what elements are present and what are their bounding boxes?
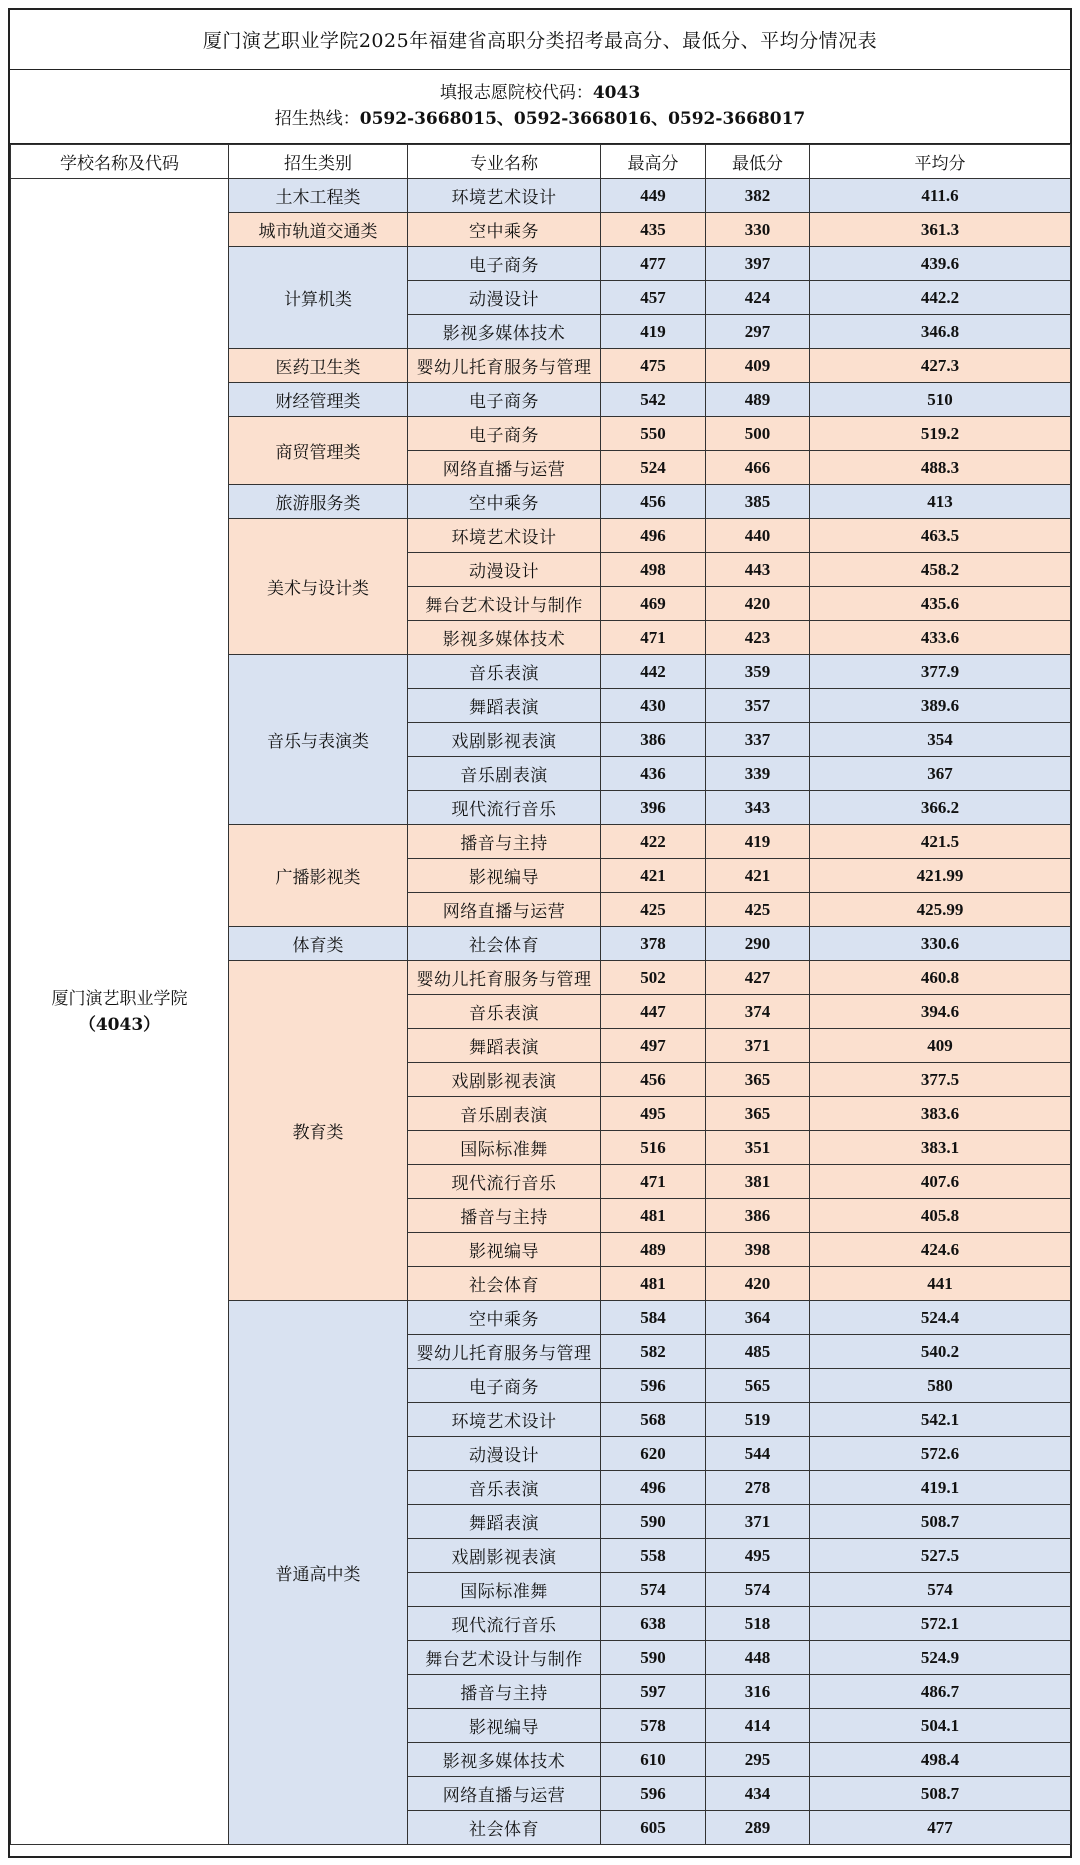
hotline-line xyxy=(275,106,806,132)
max-score-cell: 396 xyxy=(601,791,706,825)
avg-score-cell: 330.6 xyxy=(810,927,1071,961)
min-score-cell: 330 xyxy=(706,213,810,247)
major-cell: 影视编导 xyxy=(408,1233,601,1267)
avg-score-cell: 504.1 xyxy=(810,1709,1071,1743)
avg-score-cell: 366.2 xyxy=(810,791,1071,825)
avg-score-cell: 421.99 xyxy=(810,859,1071,893)
min-score-cell: 278 xyxy=(706,1471,810,1505)
min-score-cell: 398 xyxy=(706,1233,810,1267)
major-cell: 环境艺术设计 xyxy=(408,179,601,213)
category-cell: 广播影视类 xyxy=(229,825,408,927)
major-cell: 电子商务 xyxy=(408,247,601,281)
avg-score-cell: 527.5 xyxy=(810,1539,1071,1573)
max-score-cell: 386 xyxy=(601,723,706,757)
max-score-cell: 481 xyxy=(601,1199,706,1233)
min-score-cell: 423 xyxy=(706,621,810,655)
min-score-cell: 425 xyxy=(706,893,810,927)
max-score-cell: 442 xyxy=(601,655,706,689)
avg-score-cell: 377.5 xyxy=(810,1063,1071,1097)
header-category: 招生类别 xyxy=(229,145,408,179)
major-cell: 音乐剧表演 xyxy=(408,757,601,791)
max-score-cell: 597 xyxy=(601,1675,706,1709)
avg-score-cell: 524.4 xyxy=(810,1301,1071,1335)
header-max: 最高分 xyxy=(601,145,706,179)
major-cell: 播音与主持 xyxy=(408,825,601,859)
major-cell: 现代流行音乐 xyxy=(408,791,601,825)
max-score-cell: 620 xyxy=(601,1437,706,1471)
major-cell: 舞蹈表演 xyxy=(408,689,601,723)
header-major: 专业名称 xyxy=(408,145,601,179)
info-box xyxy=(10,69,1070,145)
avg-score-cell: 463.5 xyxy=(810,519,1071,553)
avg-score-cell: 510 xyxy=(810,383,1071,417)
avg-score-cell: 409 xyxy=(810,1029,1071,1063)
major-cell: 空中乘务 xyxy=(408,213,601,247)
major-cell: 婴幼儿托育服务与管理 xyxy=(408,1335,601,1369)
min-score-cell: 365 xyxy=(706,1097,810,1131)
max-score-cell: 496 xyxy=(601,1471,706,1505)
min-score-cell: 371 xyxy=(706,1029,810,1063)
major-cell: 播音与主持 xyxy=(408,1199,601,1233)
avg-score-cell: 486.7 xyxy=(810,1675,1071,1709)
min-score-cell: 427 xyxy=(706,961,810,995)
category-cell: 财经管理类 xyxy=(229,383,408,417)
avg-score-cell: 413 xyxy=(810,485,1071,519)
min-score-cell: 434 xyxy=(706,1777,810,1811)
max-score-cell: 574 xyxy=(601,1573,706,1607)
major-cell: 舞台艺术设计与制作 xyxy=(408,587,601,621)
avg-score-cell: 361.3 xyxy=(810,213,1071,247)
avg-score-cell: 421.5 xyxy=(810,825,1071,859)
school-code: （4043） xyxy=(78,1014,161,1035)
major-cell: 播音与主持 xyxy=(408,1675,601,1709)
max-score-cell: 582 xyxy=(601,1335,706,1369)
major-cell: 戏剧影视表演 xyxy=(408,1539,601,1573)
max-score-cell: 471 xyxy=(601,621,706,655)
min-score-cell: 419 xyxy=(706,825,810,859)
avg-score-cell: 572.6 xyxy=(810,1437,1071,1471)
min-score-cell: 351 xyxy=(706,1131,810,1165)
avg-score-cell: 441 xyxy=(810,1267,1071,1301)
avg-score-cell: 394.6 xyxy=(810,995,1071,1029)
max-score-cell: 497 xyxy=(601,1029,706,1063)
min-score-cell: 397 xyxy=(706,247,810,281)
max-score-cell: 516 xyxy=(601,1131,706,1165)
major-cell: 空中乘务 xyxy=(408,1301,601,1335)
major-cell: 网络直播与运营 xyxy=(408,1777,601,1811)
category-cell: 医药卫生类 xyxy=(229,349,408,383)
min-score-cell: 485 xyxy=(706,1335,810,1369)
major-cell: 环境艺术设计 xyxy=(408,519,601,553)
major-cell: 空中乘务 xyxy=(408,485,601,519)
avg-score-cell: 435.6 xyxy=(810,587,1071,621)
max-score-cell: 590 xyxy=(601,1505,706,1539)
min-score-cell: 440 xyxy=(706,519,810,553)
min-score-cell: 289 xyxy=(706,1811,810,1845)
min-score-cell: 316 xyxy=(706,1675,810,1709)
category-cell: 美术与设计类 xyxy=(229,519,408,655)
major-cell: 影视多媒体技术 xyxy=(408,621,601,655)
category-cell: 土木工程类 xyxy=(229,179,408,213)
category-cell: 教育类 xyxy=(229,961,408,1301)
min-score-cell: 489 xyxy=(706,383,810,417)
avg-score-cell: 433.6 xyxy=(810,621,1071,655)
major-cell: 舞台艺术设计与制作 xyxy=(408,1641,601,1675)
min-score-cell: 339 xyxy=(706,757,810,791)
max-score-cell: 447 xyxy=(601,995,706,1029)
min-score-cell: 337 xyxy=(706,723,810,757)
category-cell: 商贸管理类 xyxy=(229,417,408,485)
avg-score-cell: 346.8 xyxy=(810,315,1071,349)
min-score-cell: 466 xyxy=(706,451,810,485)
major-cell: 电子商务 xyxy=(408,383,601,417)
major-cell: 社会体育 xyxy=(408,1267,601,1301)
max-score-cell: 475 xyxy=(601,349,706,383)
avg-score-cell: 508.7 xyxy=(810,1505,1071,1539)
max-score-cell: 425 xyxy=(601,893,706,927)
min-score-cell: 421 xyxy=(706,859,810,893)
avg-score-cell: 407.6 xyxy=(810,1165,1071,1199)
min-score-cell: 574 xyxy=(706,1573,810,1607)
avg-score-cell: 498.4 xyxy=(810,1743,1071,1777)
school-code-line xyxy=(440,80,640,106)
major-cell: 戏剧影视表演 xyxy=(408,1063,601,1097)
max-score-cell: 378 xyxy=(601,927,706,961)
max-score-cell: 471 xyxy=(601,1165,706,1199)
min-score-cell: 297 xyxy=(706,315,810,349)
min-score-cell: 359 xyxy=(706,655,810,689)
max-score-cell: 481 xyxy=(601,1267,706,1301)
min-score-cell: 544 xyxy=(706,1437,810,1471)
max-score-cell: 524 xyxy=(601,451,706,485)
school-name: 厦门演艺职业学院 xyxy=(51,988,188,1009)
min-score-cell: 495 xyxy=(706,1539,810,1573)
avg-score-cell: 367 xyxy=(810,757,1071,791)
max-score-cell: 435 xyxy=(601,213,706,247)
major-cell: 音乐表演 xyxy=(408,655,601,689)
min-score-cell: 365 xyxy=(706,1063,810,1097)
major-cell: 舞蹈表演 xyxy=(408,1029,601,1063)
min-score-cell: 414 xyxy=(706,1709,810,1743)
min-score-cell: 519 xyxy=(706,1403,810,1437)
avg-score-cell: 477 xyxy=(810,1811,1071,1845)
max-score-cell: 550 xyxy=(601,417,706,451)
major-cell: 社会体育 xyxy=(408,1811,601,1845)
code-label: 填报志愿院校代码： xyxy=(439,83,593,103)
major-cell: 现代流行音乐 xyxy=(408,1165,601,1199)
category-cell: 计算机类 xyxy=(229,247,408,349)
avg-score-cell: 540.2 xyxy=(810,1335,1071,1369)
min-score-cell: 357 xyxy=(706,689,810,723)
max-score-cell: 495 xyxy=(601,1097,706,1131)
hotline-value: 0592-3668015、0592-3668016、0592-3668017 xyxy=(359,109,806,129)
max-score-cell: 638 xyxy=(601,1607,706,1641)
max-score-cell: 558 xyxy=(601,1539,706,1573)
major-cell: 动漫设计 xyxy=(408,281,601,315)
min-score-cell: 290 xyxy=(706,927,810,961)
min-score-cell: 424 xyxy=(706,281,810,315)
major-cell: 影视编导 xyxy=(408,859,601,893)
max-score-cell: 489 xyxy=(601,1233,706,1267)
avg-score-cell: 424.6 xyxy=(810,1233,1071,1267)
min-score-cell: 371 xyxy=(706,1505,810,1539)
max-score-cell: 449 xyxy=(601,179,706,213)
min-score-cell: 295 xyxy=(706,1743,810,1777)
min-score-cell: 382 xyxy=(706,179,810,213)
code-value: 4043 xyxy=(592,83,641,103)
table-body xyxy=(11,179,1071,1845)
avg-score-cell: 488.3 xyxy=(810,451,1071,485)
avg-score-cell: 574 xyxy=(810,1573,1071,1607)
max-score-cell: 590 xyxy=(601,1641,706,1675)
score-table-sheet xyxy=(8,8,1072,1858)
min-score-cell: 518 xyxy=(706,1607,810,1641)
major-cell: 影视多媒体技术 xyxy=(408,315,601,349)
major-cell: 网络直播与运营 xyxy=(408,893,601,927)
max-score-cell: 542 xyxy=(601,383,706,417)
title-text: 厦门演艺职业学院2025年福建省高职分类招考最高分、最低分、平均分情况表 xyxy=(202,30,878,52)
avg-score-cell: 411.6 xyxy=(810,179,1071,213)
avg-score-cell: 383.1 xyxy=(810,1131,1071,1165)
min-score-cell: 565 xyxy=(706,1369,810,1403)
avg-score-cell: 542.1 xyxy=(810,1403,1071,1437)
min-score-cell: 420 xyxy=(706,587,810,621)
min-score-cell: 448 xyxy=(706,1641,810,1675)
max-score-cell: 456 xyxy=(601,1063,706,1097)
major-cell: 舞蹈表演 xyxy=(408,1505,601,1539)
table-row xyxy=(11,179,1071,213)
avg-score-cell: 508.7 xyxy=(810,1777,1071,1811)
max-score-cell: 605 xyxy=(601,1811,706,1845)
major-cell: 国际标准舞 xyxy=(408,1131,601,1165)
max-score-cell: 430 xyxy=(601,689,706,723)
header-min: 最低分 xyxy=(706,145,810,179)
header-avg: 平均分 xyxy=(810,145,1071,179)
max-score-cell: 477 xyxy=(601,247,706,281)
min-score-cell: 420 xyxy=(706,1267,810,1301)
major-cell: 电子商务 xyxy=(408,1369,601,1403)
page-title xyxy=(10,10,1070,70)
max-score-cell: 422 xyxy=(601,825,706,859)
major-cell: 社会体育 xyxy=(408,927,601,961)
max-score-cell: 596 xyxy=(601,1369,706,1403)
major-cell: 动漫设计 xyxy=(408,1437,601,1471)
school-cell xyxy=(11,179,229,1845)
min-score-cell: 374 xyxy=(706,995,810,1029)
max-score-cell: 419 xyxy=(601,315,706,349)
min-score-cell: 409 xyxy=(706,349,810,383)
max-score-cell: 469 xyxy=(601,587,706,621)
avg-score-cell: 519.2 xyxy=(810,417,1071,451)
major-cell: 音乐表演 xyxy=(408,1471,601,1505)
major-cell: 婴幼儿托育服务与管理 xyxy=(408,961,601,995)
category-cell: 音乐与表演类 xyxy=(229,655,408,825)
min-score-cell: 386 xyxy=(706,1199,810,1233)
min-score-cell: 364 xyxy=(706,1301,810,1335)
major-cell: 音乐表演 xyxy=(408,995,601,1029)
table-header-row xyxy=(11,145,1071,179)
max-score-cell: 578 xyxy=(601,1709,706,1743)
max-score-cell: 568 xyxy=(601,1403,706,1437)
major-cell: 影视编导 xyxy=(408,1709,601,1743)
avg-score-cell: 389.6 xyxy=(810,689,1071,723)
min-score-cell: 381 xyxy=(706,1165,810,1199)
major-cell: 动漫设计 xyxy=(408,553,601,587)
category-cell: 旅游服务类 xyxy=(229,485,408,519)
max-score-cell: 496 xyxy=(601,519,706,553)
major-cell: 电子商务 xyxy=(408,417,601,451)
category-cell: 城市轨道交通类 xyxy=(229,213,408,247)
max-score-cell: 436 xyxy=(601,757,706,791)
score-table xyxy=(10,144,1071,1845)
category-cell: 普通高中类 xyxy=(229,1301,408,1845)
max-score-cell: 498 xyxy=(601,553,706,587)
max-score-cell: 456 xyxy=(601,485,706,519)
min-score-cell: 343 xyxy=(706,791,810,825)
avg-score-cell: 572.1 xyxy=(810,1607,1071,1641)
max-score-cell: 502 xyxy=(601,961,706,995)
major-cell: 环境艺术设计 xyxy=(408,1403,601,1437)
major-cell: 音乐剧表演 xyxy=(408,1097,601,1131)
header-school: 学校名称及代码 xyxy=(11,145,229,179)
max-score-cell: 584 xyxy=(601,1301,706,1335)
min-score-cell: 500 xyxy=(706,417,810,451)
avg-score-cell: 439.6 xyxy=(810,247,1071,281)
major-cell: 戏剧影视表演 xyxy=(408,723,601,757)
major-cell: 国际标准舞 xyxy=(408,1573,601,1607)
avg-score-cell: 442.2 xyxy=(810,281,1071,315)
avg-score-cell: 580 xyxy=(810,1369,1071,1403)
hotline-label: 招生热线： xyxy=(274,109,360,129)
major-cell: 影视多媒体技术 xyxy=(408,1743,601,1777)
major-cell: 现代流行音乐 xyxy=(408,1607,601,1641)
max-score-cell: 610 xyxy=(601,1743,706,1777)
max-score-cell: 596 xyxy=(601,1777,706,1811)
min-score-cell: 443 xyxy=(706,553,810,587)
major-cell: 网络直播与运营 xyxy=(408,451,601,485)
category-cell: 体育类 xyxy=(229,927,408,961)
avg-score-cell: 354 xyxy=(810,723,1071,757)
major-cell: 婴幼儿托育服务与管理 xyxy=(408,349,601,383)
avg-score-cell: 458.2 xyxy=(810,553,1071,587)
min-score-cell: 385 xyxy=(706,485,810,519)
avg-score-cell: 419.1 xyxy=(810,1471,1071,1505)
avg-score-cell: 460.8 xyxy=(810,961,1071,995)
max-score-cell: 421 xyxy=(601,859,706,893)
avg-score-cell: 425.99 xyxy=(810,893,1071,927)
avg-score-cell: 377.9 xyxy=(810,655,1071,689)
avg-score-cell: 427.3 xyxy=(810,349,1071,383)
avg-score-cell: 524.9 xyxy=(810,1641,1071,1675)
avg-score-cell: 405.8 xyxy=(810,1199,1071,1233)
max-score-cell: 457 xyxy=(601,281,706,315)
avg-score-cell: 383.6 xyxy=(810,1097,1071,1131)
